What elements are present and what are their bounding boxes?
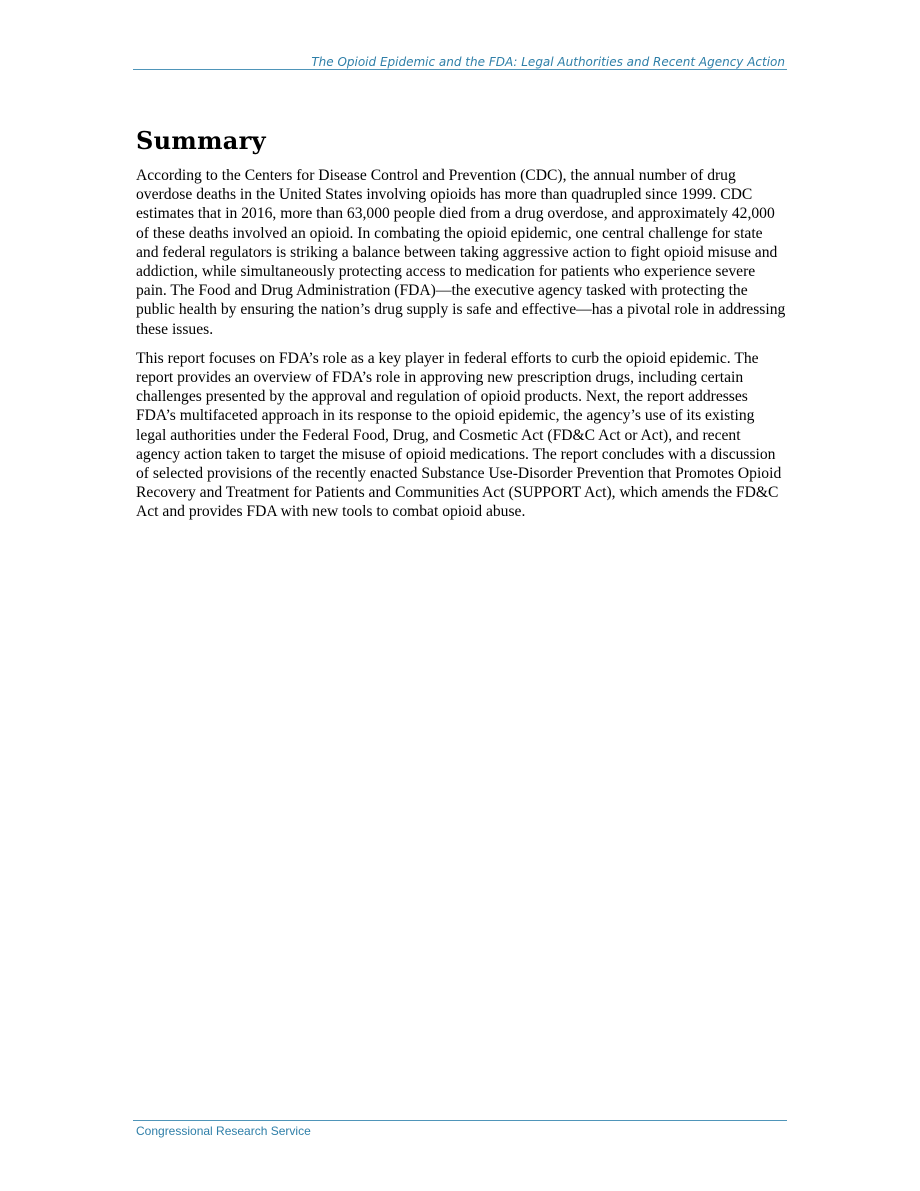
section-heading: Summary (136, 126, 266, 155)
page-header (133, 54, 787, 70)
running-header-title: The Opioid Epidemic and the FDA: Legal Authorities and Recent Agency Action (311, 55, 785, 69)
summary-paragraph-1: According to the Centers for Disease Control and Prevention (CDC), the annual number of drug overdose deaths in the United States involving opioids has more than quadrupled since 1999. CDC estimates that in 2016, more than 63,000 people died from a drug overdose, and approximately 42,000 of these deaths involved an opioid. In combating the opioid epidemic, one central challenge for state and federal regulators is striking a balance between taking aggressive action to fight opioid misuse and addiction, while simultaneously protecting access to medication for patients who experience severe pain. The Food and Drug Administration (FDA)—the executive agency tasked with protecting the public health by ensuring the nation’s drug supply is safe and effective—has a pivotal role in addressing these issues. (136, 167, 786, 338)
summary-section (136, 124, 786, 532)
summary-paragraph-2: This report focuses on FDA’s role as a key player in federal efforts to curb the opioid epidemic. The report provides an overview of FDA’s role in approving new prescription drugs, including certain challenges presented by the approval and regulation of opioid products. Next, the report addresses FDA’s multifaceted approach in its response to the opioid epidemic, the agency’s use of its existing legal authorities under the Federal Food, Drug, and Cosmetic Act (FD&C Act or Act), and recent agency action taken to target the misuse of opioid medications. The report concludes with a discussion of selected provisions of the recently enacted Substance Use-Disorder Prevention that Promotes Opioid Recovery and Treatment for Patients and Communities Act (SUPPORT Act), which amends the FD&C Act and provides FDA with new tools to combat opioid abuse. (136, 349, 782, 521)
footer-organization: Congressional Research Service (136, 1124, 311, 1138)
page-footer (133, 1120, 787, 1138)
